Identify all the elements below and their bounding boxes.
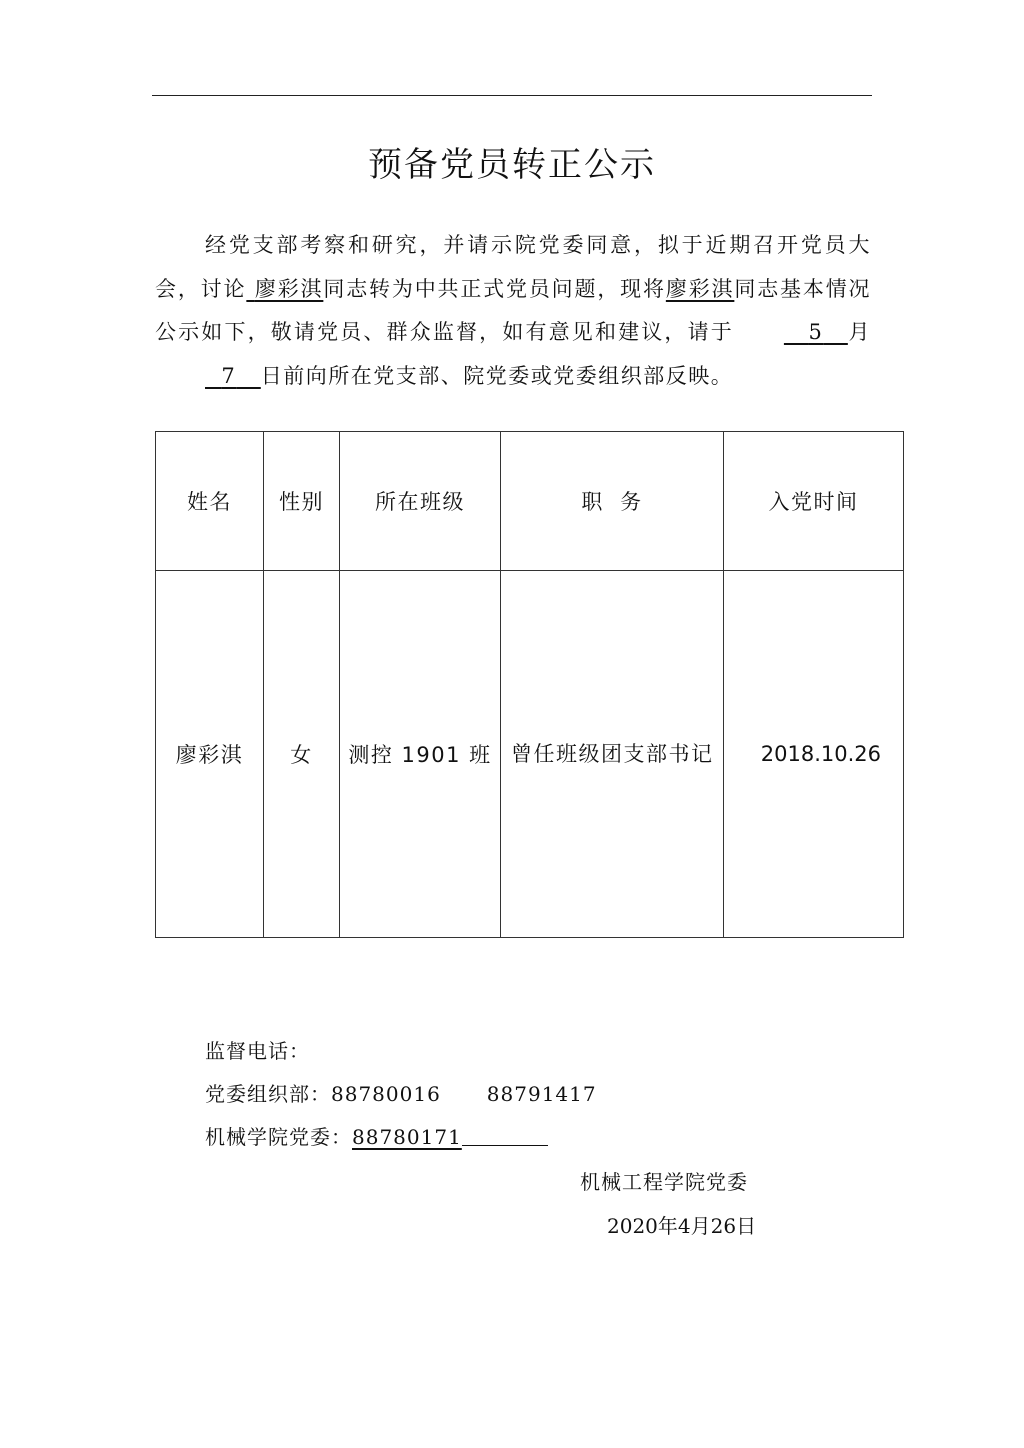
underline-blank (462, 1125, 548, 1146)
header-class: 所在班级 (340, 432, 501, 571)
table-header-row (156, 432, 904, 571)
table-row (156, 571, 904, 938)
header-duty: 职 务 (501, 432, 724, 571)
candidate-name-2: 廖彩淇 (665, 276, 735, 301)
contact-label: 监督电话： (205, 1039, 310, 1063)
deadline-month: 5 (808, 320, 824, 344)
org-phone-line (205, 1073, 597, 1116)
paragraph-text-1: 经党支部考察和研究，并请示院党委同意，拟于近期召开党员大会，讨论 (155, 233, 871, 301)
signature-date: 2020年4月26日 (607, 1214, 757, 1238)
deadline-day: 7 (221, 363, 237, 388)
header-name: 姓名 (156, 432, 264, 571)
college-label: 机械学院党委： (205, 1125, 352, 1149)
signature-org: 机械工程学院党委 (580, 1170, 748, 1194)
college-phone: 88780171 (352, 1125, 462, 1149)
org-phone-1: 88780016 (331, 1082, 441, 1106)
cell-duty: 曾任班级团支部书记 (501, 571, 724, 938)
header-join-date: 入党时间 (724, 432, 904, 571)
paragraph-text-4: 月 (847, 320, 871, 344)
college-phone-line (205, 1116, 597, 1159)
org-phone-2: 88791417 (486, 1082, 597, 1106)
page-title: 预备党员转正公示 (368, 145, 656, 185)
paragraph-text-2: 同志转为中共正式党员问题，现将 (323, 276, 666, 301)
cell-class: 测控 1901 班 (340, 571, 501, 938)
signature-block (580, 1160, 756, 1248)
cell-name: 廖彩淇 (156, 571, 264, 938)
candidate-table (155, 431, 904, 938)
paragraph-text-5: 日前向所在党支部、院党委或党委组织部反映。 (260, 363, 734, 388)
header-gender: 性别 (264, 432, 340, 571)
notice-paragraph (155, 224, 871, 398)
cell-join-date: 2018.10.26 (724, 571, 904, 938)
cell-gender: 女 (264, 571, 340, 938)
candidate-name-1: 廖彩淇 (254, 276, 324, 301)
top-rule (152, 95, 872, 96)
org-label: 党委组织部： (205, 1082, 331, 1106)
paragraph-text-3: 同志基本情况公示如下，敬请党员、群众监督，如有意见和建议，请于 (155, 276, 872, 344)
contact-block (205, 1030, 597, 1159)
